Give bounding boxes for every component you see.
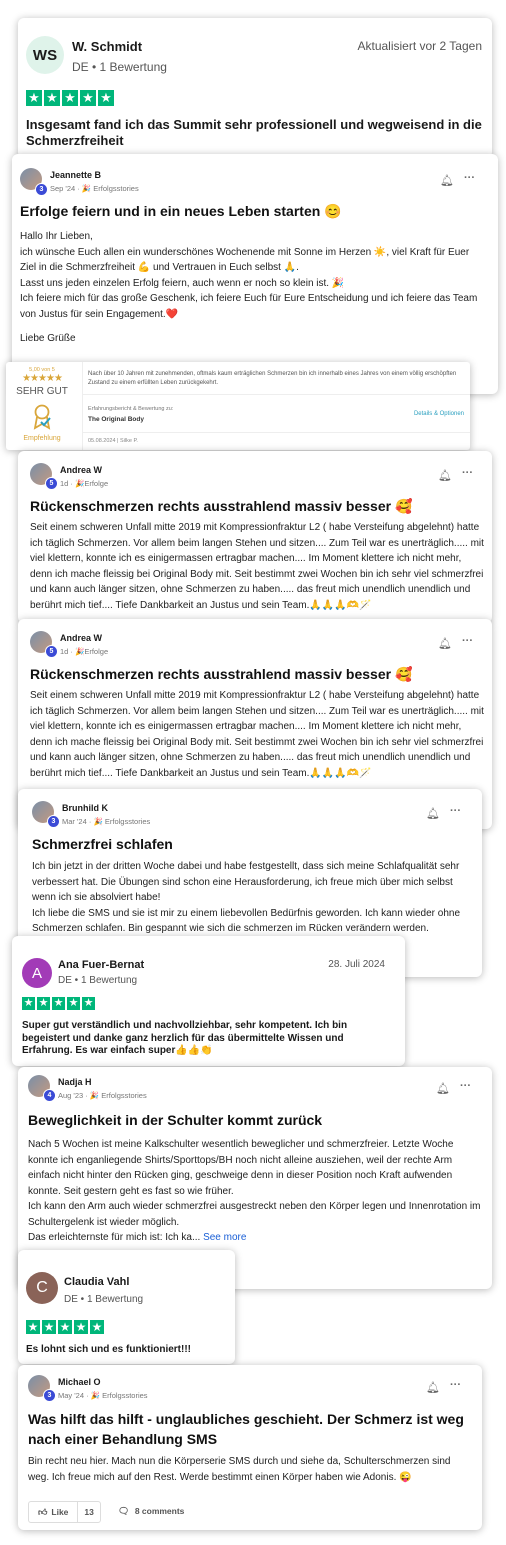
comments-count: 8 comments bbox=[134, 1506, 185, 1516]
post-meta: Sep '24 · 🎉 Erfolgsstories bbox=[50, 184, 139, 193]
level-badge: 3 bbox=[35, 183, 48, 196]
avatar: A bbox=[22, 958, 52, 988]
star-icon: ★ bbox=[62, 90, 78, 106]
reviewer-name: Ana Fuer-Bernat bbox=[58, 959, 145, 971]
post-title: Erfolge feiern und in ein neues Leben starten 😊 bbox=[20, 203, 342, 219]
avatar: C bbox=[26, 1272, 58, 1304]
avatar: WS bbox=[26, 36, 64, 74]
divider bbox=[82, 362, 83, 450]
post-card-michael bbox=[18, 1365, 482, 1530]
post-paragraph bbox=[20, 322, 486, 331]
star-icon: ★ bbox=[43, 1320, 55, 1334]
review-card-schmidt bbox=[18, 18, 492, 158]
review-date: 28. Juli 2024 bbox=[328, 959, 385, 970]
divider bbox=[77, 1502, 78, 1522]
author-name[interactable]: Michael O bbox=[58, 1377, 101, 1387]
review-text: Super gut verständlich und nachvollziehbar, sehr kompetent. Ich bin begeistert und danke ganz herzlich für das übermittelte Wissen und Erfahrung. Es war einfach super👍👍👏 bbox=[22, 1020, 348, 1056]
review-quote: Nach über 10 Jahren mit zunehmenden, oftmals kaum erträglichen Schmerzen bin ich innerhalb eines Jahres von einem völlig erschöpften Zustand zu einem erfüllten Leben zurückgekehrt. bbox=[88, 371, 457, 386]
rating-stars bbox=[22, 997, 95, 1010]
star-icon: ★ bbox=[26, 90, 42, 106]
post-paragraph: ich wünsche Euch allen ein wunderschönes Wochenende mit Sonne im Herzen ☀️, viel Kraft für Euer Ziel in die Schmerzfreiheit 💪 und Vertrauen in Euch selbst 🙏. bbox=[20, 246, 470, 273]
star-icon: ★ bbox=[53, 997, 64, 1009]
star-icon: ★ bbox=[27, 1320, 39, 1334]
post-paragraph: Hallo Ihr Lieben, bbox=[20, 231, 93, 242]
post-paragraph: Ich liebe die SMS und sie ist mir zu einem liebevollen Bedürfnis geworden. Ich kann wieder ohne Schmerzen schlafen. Bin gespannt wie sich die schmerzen im Rücken verändern werden. bbox=[32, 907, 461, 934]
post-body bbox=[28, 1137, 484, 1246]
recommend-label: Empfehlung bbox=[23, 435, 61, 442]
review-title: Insgesamt fand ich das Summit sehr professionell und wegweisend in die Schmerzfreiheit bbox=[26, 117, 482, 148]
post-paragraph: Lasst uns jeden einzelen Erfolg feiern, auch wenn er noch so klein ist. 🎉 bbox=[20, 277, 345, 289]
reviewer-meta: DE • 1 Bewertung bbox=[72, 60, 167, 74]
post-body: Seit einem schweren Unfall mitte 2019 mit Kompressionfraktur L2 ( habe Versteifung abgelehnt) hatte ich täglich Schmerzen. Vor allem beim langen Stehen und sitzen.... Zum Teil war es unerträglich..... mit viel klettern, konnte ich es einigermassen ertragbar machen.... Im Moment klettere ich nicht mehr, denn ich mache fleissig bei Original Body mit. Seit bestimmt zwei Wochen bin ich sehr viel schmerzfrei und kann auch länger sitzen, ohne Schmerzen zu haben..... das freut mich unendlich unendlich und berührt mich tief.... Tiefe Dankbarkeit an Justus und sein Team.🙏🙏🙏🫶🪄 bbox=[30, 690, 484, 779]
author-name[interactable]: Nadja H bbox=[58, 1077, 92, 1087]
like-icon: 👍︎ bbox=[38, 1506, 48, 1517]
review-date: Aktualisiert vor 2 Tagen bbox=[357, 39, 482, 53]
level-badge: 4 bbox=[43, 1089, 56, 1102]
post-paragraph: Ich feiere mich für das große Geschenk, ich feiere Euch für Eure Entscheidung und ich feiere das Team von Justus für sein Engagement.❤️ bbox=[20, 293, 478, 320]
level-badge: 3 bbox=[47, 815, 60, 828]
review-card-ana bbox=[12, 936, 405, 1066]
post-paragraph: Liebe Grüße bbox=[20, 333, 76, 344]
post-paragraph: Ich kann den Arm auch wieder schmerzfrei ausgestreckt neben den Körper legen und Innenrotation im Schultergelenk ist wieder möglich. bbox=[28, 1201, 481, 1228]
author-name[interactable]: Andrea W bbox=[60, 633, 103, 643]
subject-name[interactable]: The Original Body bbox=[88, 416, 144, 423]
author-name[interactable]: Andrea W bbox=[60, 465, 103, 475]
subject-label: Erfahrungsbericht & Bewertung zu: bbox=[88, 406, 174, 412]
level-badge: 5 bbox=[45, 477, 58, 490]
post-body bbox=[20, 229, 486, 347]
level-badge: 3 bbox=[43, 1389, 56, 1402]
post-body: Seit einem schweren Unfall mitte 2019 mit Kompressionfraktur L2 ( habe Versteifung abgelehnt) hatte ich täglich Schmerzen. Vor allem beim langen Stehen und sitzen.... Zum Teil war es unerträglich..... mit viel klettern, konnte ich es einigermassen ertragbar machen.... Im Moment klettere ich nicht mehr, denn ich mache fleissig bei Original Body mit. Seit bestimmt zwei Wochen bin ich sehr viel schmerzfrei und kann auch länger sitzen, ohne Schmerzen zu haben..... das freut mich unendlich unendlich und berührt mich tief.... Tiefe Dankbarkeit an Justus und sein Team.🙏🙏🙏🫶🪄 bbox=[30, 522, 484, 611]
author-name[interactable]: Brunhild K bbox=[62, 803, 108, 813]
comment-icon: 🗨︎ bbox=[118, 1506, 130, 1516]
post-last-line: Das erleichternste für mich ist: Ich ka... bbox=[28, 1232, 201, 1243]
see-more-link[interactable]: See more bbox=[203, 1232, 247, 1243]
more-icon[interactable]: ··· bbox=[462, 467, 473, 479]
rating-stars: ★★★★★ bbox=[22, 373, 62, 384]
post-title: Beweglichkeit in der Schulter kommt zurück bbox=[28, 1112, 323, 1128]
like-count: 13 bbox=[84, 1507, 94, 1517]
post-card-andrea bbox=[18, 451, 492, 623]
star-icon: ★ bbox=[68, 997, 79, 1009]
details-link[interactable]: Details & Optionen bbox=[413, 411, 464, 417]
post-card-jeannette bbox=[12, 154, 498, 394]
author-name[interactable]: Jeannette B bbox=[50, 170, 102, 180]
more-icon[interactable]: ··· bbox=[460, 1080, 471, 1092]
rating-label: SEHR GUT bbox=[16, 386, 68, 397]
star-icon: ★ bbox=[80, 90, 96, 106]
bell-icon[interactable]: 🔔︎ bbox=[438, 470, 452, 482]
star-icon: ★ bbox=[98, 90, 114, 106]
rating-stars bbox=[26, 1320, 104, 1334]
divider bbox=[83, 432, 470, 433]
bell-icon[interactable]: 🔔︎ bbox=[436, 1083, 450, 1095]
like-button[interactable] bbox=[28, 1501, 101, 1523]
bell-icon[interactable]: 🔔︎ bbox=[426, 808, 440, 820]
ribbon-icon bbox=[33, 404, 51, 430]
provenexpert-widget bbox=[6, 362, 470, 450]
star-icon: ★ bbox=[23, 997, 34, 1009]
reviewer-meta: DE • 1 Bewertung bbox=[64, 1294, 144, 1305]
comments-button[interactable] bbox=[118, 1506, 184, 1517]
post-paragraph bbox=[28, 1230, 484, 1246]
post-title: Schmerzfrei schlafen bbox=[32, 836, 173, 852]
star-icon: ★ bbox=[44, 90, 60, 106]
review-text: Es lohnt sich und es funktioniert!!! bbox=[26, 1344, 191, 1355]
star-icon: ★ bbox=[38, 997, 49, 1009]
star-icon: ★ bbox=[59, 1320, 71, 1334]
post-title: Was hilft das hilft - unglaubliches geschieht. Der Schmerz ist weg nach einer Behandlung SMS bbox=[28, 1411, 464, 1447]
bell-icon[interactable]: 🔔︎ bbox=[438, 638, 452, 650]
post-body: Bin recht neu hier. Mach nun die Körperserie SMS durch und siehe da, Schulterschmerzen sind weg. Ich freue mich auf den Rest. Werde bestimmt einen Körper haben wie Adonis. 😜 bbox=[28, 1456, 451, 1483]
post-body bbox=[32, 859, 472, 937]
rating-score: 5,00 von 5 bbox=[29, 367, 55, 373]
more-icon[interactable]: ··· bbox=[462, 635, 473, 647]
divider bbox=[83, 394, 470, 395]
star-icon: ★ bbox=[75, 1320, 87, 1334]
star-icon: ★ bbox=[83, 997, 94, 1009]
bell-icon[interactable]: 🔔︎ bbox=[440, 175, 454, 187]
star-icon: ★ bbox=[91, 1320, 103, 1334]
bell-icon[interactable]: 🔔︎ bbox=[426, 1382, 440, 1394]
post-paragraph: Ich bin jetzt in der dritten Woche dabei und habe festgestellt, dass sich meine Schlafqualität sehr verbessert hat. Die Übungen sind schon eine Herausforderung, ich freue mich über mich selbst wenn ich sie absolviert habe! bbox=[32, 861, 460, 903]
post-title: Rückenschmerzen rechts ausstrahlend massiv besser 🥰 bbox=[30, 666, 413, 682]
reviewer-name: Claudia Vahl bbox=[64, 1276, 130, 1288]
post-title: Rückenschmerzen rechts ausstrahlend massiv besser 🥰 bbox=[30, 498, 413, 514]
rating-stars bbox=[26, 90, 114, 106]
more-icon[interactable]: ··· bbox=[450, 1379, 461, 1391]
post-meta: 1d · 🎉Erfolge bbox=[60, 647, 109, 656]
like-label: Like bbox=[51, 1507, 69, 1517]
reviewer-name: W. Schmidt bbox=[72, 39, 143, 54]
post-meta: Aug '23 · 🎉 Erfolgsstories bbox=[58, 1091, 147, 1100]
reviewer-meta: DE • 1 Bewertung bbox=[58, 975, 138, 986]
review-card-claudia bbox=[18, 1250, 235, 1364]
more-icon[interactable]: ··· bbox=[464, 172, 475, 184]
post-paragraph: Nach 5 Wochen ist meine Kalkschulter wesentlich beweglicher und schmerzfreier. Letzte Woche konnte ich enganliegende Shirts/Sporttops/BH noch nicht alleine ausziehen, weil der rechte Arm einfach nicht hinter den Rücken ging, geschweige denn in dieser Position noch Kraft aufwenden konnte. Seit gestern geht es fast so wie früher. bbox=[28, 1139, 454, 1197]
more-icon[interactable]: ··· bbox=[450, 805, 461, 817]
post-meta: May '24 · 🎉 Erfolgsstories bbox=[58, 1391, 148, 1400]
post-meta: 1d · 🎉Erfolge bbox=[60, 479, 109, 488]
post-meta: Mar '24 · 🎉 Erfolgsstories bbox=[62, 817, 151, 826]
review-footer: 05.08.2024 | Silke P. bbox=[88, 438, 138, 444]
level-badge: 5 bbox=[45, 645, 58, 658]
